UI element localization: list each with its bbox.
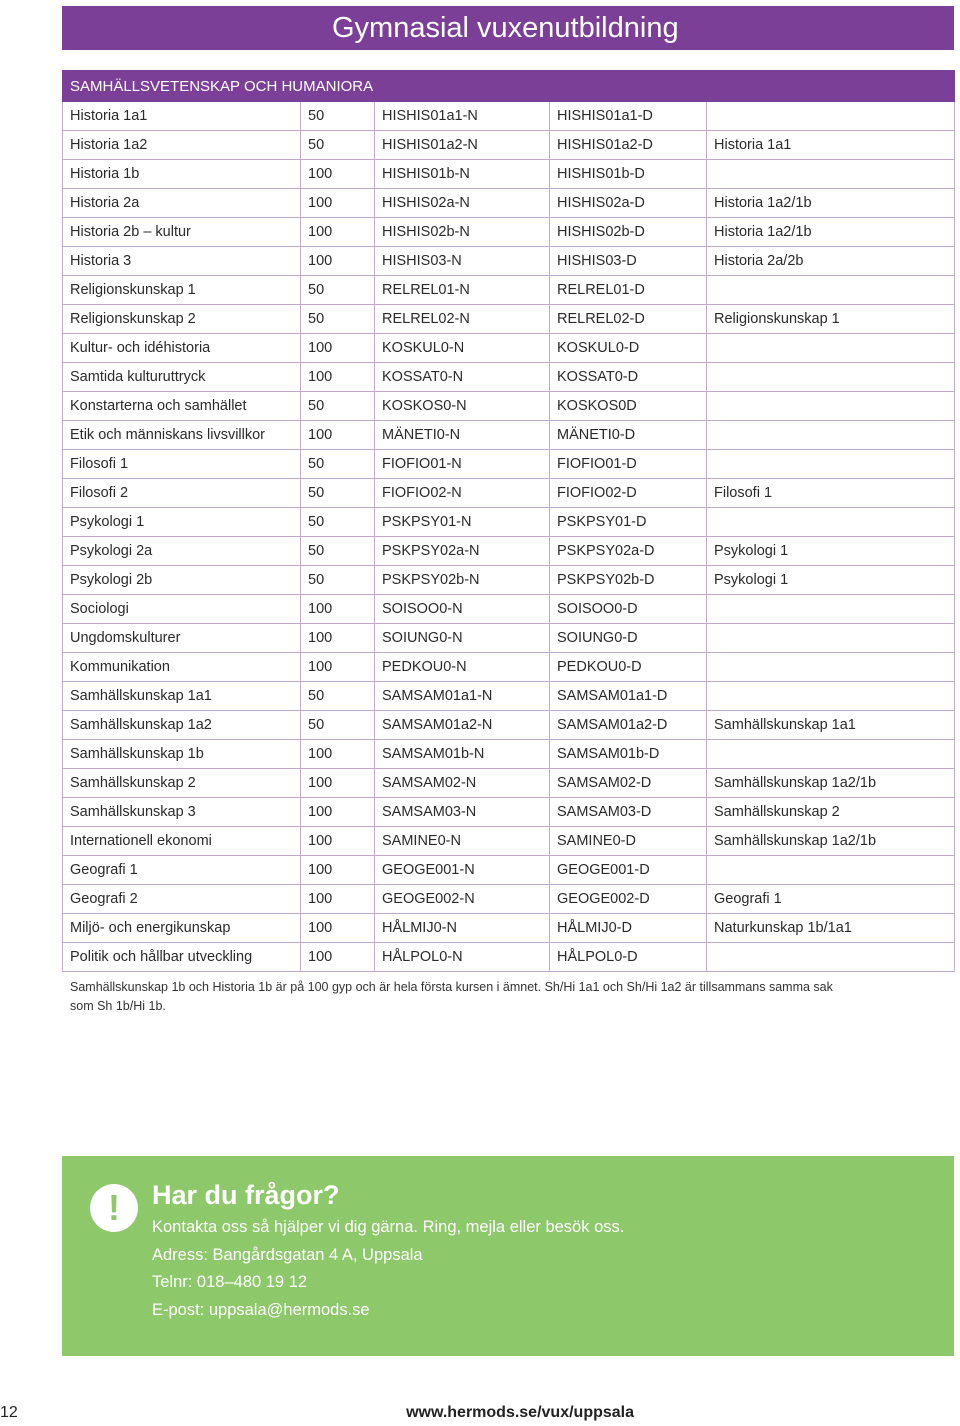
page-title: Gymnasial vuxenutbildning xyxy=(332,12,679,44)
course-code-d: SAMSAM01b-D xyxy=(550,740,707,769)
course-code-n: KOSKUL0-N xyxy=(375,334,550,363)
course-points: 50 xyxy=(301,682,375,711)
course-points: 100 xyxy=(301,827,375,856)
course-name: Kultur- och idéhistoria xyxy=(63,334,301,363)
course-points: 100 xyxy=(301,247,375,276)
course-code-n: HÅLMIJ0-N xyxy=(375,914,550,943)
course-points: 100 xyxy=(301,943,375,972)
course-code-n: HISHIS01a2-N xyxy=(375,131,550,160)
course-points: 50 xyxy=(301,450,375,479)
table-row xyxy=(63,160,955,189)
course-prerequisite: Historia 1a1 xyxy=(707,131,955,160)
course-code-d: PSKPSY02a-D xyxy=(550,537,707,566)
course-points: 50 xyxy=(301,392,375,421)
table-row xyxy=(63,711,955,740)
course-name: Etik och människans livsvillkor xyxy=(63,421,301,450)
course-prerequisite xyxy=(707,160,955,189)
exclamation-icon: ! xyxy=(90,1184,138,1232)
course-points: 100 xyxy=(301,218,375,247)
course-code-n: SAMSAM01a2-N xyxy=(375,711,550,740)
course-code-n: SAMSAM03-N xyxy=(375,798,550,827)
course-code-d: MÄNETI0-D xyxy=(550,421,707,450)
course-points: 50 xyxy=(301,305,375,334)
course-code-n: RELREL02-N xyxy=(375,305,550,334)
course-code-d: PSKPSY02b-D xyxy=(550,566,707,595)
contact-text: Kontakta oss så hjälper vi dig gärna. Ring, mejla eller besök oss. xyxy=(152,1218,625,1236)
course-code-d: HISHIS01b-D xyxy=(550,160,707,189)
course-name: Ungdomskulturer xyxy=(63,624,301,653)
course-name: Konstarterna och samhället xyxy=(63,392,301,421)
table-row xyxy=(63,914,955,943)
course-prerequisite: Historia 1a2/1b xyxy=(707,189,955,218)
course-prerequisite xyxy=(707,856,955,885)
table-row xyxy=(63,827,955,856)
course-table-body xyxy=(63,102,955,972)
course-points: 100 xyxy=(301,595,375,624)
course-prerequisite xyxy=(707,392,955,421)
table-row xyxy=(63,740,955,769)
footnote: Samhällskunskap 1b och Historia 1b är på 100 gyp och är hela första kursen i ämnet. Sh/Hi 1a1 och Sh/Hi 1a2 är tillsammans samma sak som Sh 1b/Hi 1b. xyxy=(70,980,833,1013)
course-code-n: KOSSAT0-N xyxy=(375,363,550,392)
course-points: 50 xyxy=(301,537,375,566)
course-points: 100 xyxy=(301,334,375,363)
course-name: Psykologi 2a xyxy=(63,537,301,566)
course-name: Geografi 1 xyxy=(63,856,301,885)
course-points: 100 xyxy=(301,769,375,798)
course-points: 50 xyxy=(301,711,375,740)
course-prerequisite xyxy=(707,943,955,972)
course-code-n: PEDKOU0-N xyxy=(375,653,550,682)
course-name: Samtida kulturuttryck xyxy=(63,363,301,392)
table-row xyxy=(63,537,955,566)
course-name: Psykologi 2b xyxy=(63,566,301,595)
course-prerequisite: Samhällskunskap 1a2/1b xyxy=(707,827,955,856)
course-name: Samhällskunskap 2 xyxy=(63,769,301,798)
course-code-n: SOISOO0-N xyxy=(375,595,550,624)
table-row xyxy=(63,508,955,537)
course-prerequisite: Psykologi 1 xyxy=(707,566,955,595)
course-name: Samhällskunskap 1b xyxy=(63,740,301,769)
course-code-n: HÅLPOL0-N xyxy=(375,943,550,972)
course-name: Geografi 2 xyxy=(63,885,301,914)
course-code-d: HISHIS01a2-D xyxy=(550,131,707,160)
course-prerequisite: Samhällskunskap 1a2/1b xyxy=(707,769,955,798)
course-points: 50 xyxy=(301,276,375,305)
course-points: 100 xyxy=(301,653,375,682)
course-name: Samhällskunskap 1a1 xyxy=(63,682,301,711)
course-points: 100 xyxy=(301,885,375,914)
course-code-d: KOSKOS0D xyxy=(550,392,707,421)
course-code-n: HISHIS03-N xyxy=(375,247,550,276)
course-name: Historia 2a xyxy=(63,189,301,218)
course-code-d: RELREL01-D xyxy=(550,276,707,305)
course-prerequisite xyxy=(707,653,955,682)
course-code-n: HISHIS02b-N xyxy=(375,218,550,247)
table-row xyxy=(63,682,955,711)
course-prerequisite xyxy=(707,421,955,450)
table-row xyxy=(63,798,955,827)
course-code-d: HISHIS03-D xyxy=(550,247,707,276)
course-name: Religionskunskap 1 xyxy=(63,276,301,305)
course-name: Psykologi 1 xyxy=(63,508,301,537)
course-code-n: SAMSAM01b-N xyxy=(375,740,550,769)
course-code-n: PSKPSY02b-N xyxy=(375,566,550,595)
course-code-d: HISHIS02a-D xyxy=(550,189,707,218)
course-name: Historia 1b xyxy=(63,160,301,189)
course-code-n: SAMSAM01a1-N xyxy=(375,682,550,711)
course-table xyxy=(62,70,955,972)
course-points: 100 xyxy=(301,624,375,653)
course-code-d: GEOGE001-D xyxy=(550,856,707,885)
table-row xyxy=(63,421,955,450)
course-name: Historia 1a2 xyxy=(63,131,301,160)
course-prerequisite xyxy=(707,334,955,363)
course-prerequisite xyxy=(707,624,955,653)
course-points: 100 xyxy=(301,421,375,450)
course-code-n: PSKPSY02a-N xyxy=(375,537,550,566)
course-prerequisite: Psykologi 1 xyxy=(707,537,955,566)
course-code-d: SAMSAM01a2-D xyxy=(550,711,707,740)
course-prerequisite xyxy=(707,740,955,769)
course-name: Historia 3 xyxy=(63,247,301,276)
contact-box xyxy=(62,1156,954,1356)
table-row xyxy=(63,566,955,595)
course-code-d: HISHIS02b-D xyxy=(550,218,707,247)
course-code-d: SOISOO0-D xyxy=(550,595,707,624)
table-row xyxy=(63,943,955,972)
course-code-n: PSKPSY01-N xyxy=(375,508,550,537)
title-bar xyxy=(62,6,954,50)
course-prerequisite: Historia 1a2/1b xyxy=(707,218,955,247)
course-code-d: HÅLPOL0-D xyxy=(550,943,707,972)
course-points: 100 xyxy=(301,189,375,218)
course-prerequisite xyxy=(707,276,955,305)
course-prerequisite xyxy=(707,682,955,711)
course-points: 100 xyxy=(301,856,375,885)
course-prerequisite: Historia 2a/2b xyxy=(707,247,955,276)
course-prerequisite xyxy=(707,102,955,131)
course-code-d: HISHIS01a1-D xyxy=(550,102,707,131)
table-row xyxy=(63,479,955,508)
course-code-d: KOSSAT0-D xyxy=(550,363,707,392)
table-row xyxy=(63,769,955,798)
course-prerequisite: Filosofi 1 xyxy=(707,479,955,508)
course-code-d: SAMSAM01a1-D xyxy=(550,682,707,711)
course-code-d: FIOFIO02-D xyxy=(550,479,707,508)
course-prerequisite xyxy=(707,508,955,537)
course-code-d: SAMSAM02-D xyxy=(550,769,707,798)
table-row xyxy=(63,392,955,421)
course-code-n: FIOFIO02-N xyxy=(375,479,550,508)
section-heading: SAMHÄLLSVETENSKAP OCH HUMANIORA xyxy=(63,71,955,102)
course-prerequisite: Naturkunskap 1b/1a1 xyxy=(707,914,955,943)
course-prerequisite: Samhällskunskap 1a1 xyxy=(707,711,955,740)
course-code-n: KOSKOS0-N xyxy=(375,392,550,421)
course-name: Religionskunskap 2 xyxy=(63,305,301,334)
course-points: 100 xyxy=(301,363,375,392)
table-row xyxy=(63,218,955,247)
course-code-n: SAMINE0-N xyxy=(375,827,550,856)
table-row xyxy=(63,102,955,131)
contact-heading: Har du frågor? xyxy=(152,1180,340,1210)
course-points: 50 xyxy=(301,102,375,131)
website-link[interactable]: www.hermods.se/vux/uppsala xyxy=(406,1404,634,1421)
course-code-n: HISHIS01b-N xyxy=(375,160,550,189)
course-code-d: PSKPSY01-D xyxy=(550,508,707,537)
course-points: 100 xyxy=(301,798,375,827)
course-code-d: HÅLMIJ0-D xyxy=(550,914,707,943)
course-name: Filosofi 2 xyxy=(63,479,301,508)
course-code-d: SAMSAM03-D xyxy=(550,798,707,827)
table-row xyxy=(63,856,955,885)
course-points: 100 xyxy=(301,740,375,769)
course-code-d: KOSKUL0-D xyxy=(550,334,707,363)
section-header-row xyxy=(63,71,955,102)
course-points: 50 xyxy=(301,131,375,160)
course-name: Samhällskunskap 3 xyxy=(63,798,301,827)
course-code-n: HISHIS02a-N xyxy=(375,189,550,218)
course-name: Sociologi xyxy=(63,595,301,624)
table-row xyxy=(63,624,955,653)
course-name: Kommunikation xyxy=(63,653,301,682)
course-code-n: GEOGE002-N xyxy=(375,885,550,914)
contact-phone: Telnr: 018–480 19 12 xyxy=(152,1273,308,1291)
table-row xyxy=(63,334,955,363)
table-row xyxy=(63,653,955,682)
course-points: 50 xyxy=(301,566,375,595)
table-row xyxy=(63,305,955,334)
table-row xyxy=(63,363,955,392)
course-code-d: GEOGE002-D xyxy=(550,885,707,914)
course-name: Miljö- och energikunskap xyxy=(63,914,301,943)
course-code-n: FIOFIO01-N xyxy=(375,450,550,479)
course-name: Internationell ekonomi xyxy=(63,827,301,856)
course-code-d: PEDKOU0-D xyxy=(550,653,707,682)
table-row xyxy=(63,595,955,624)
course-code-d: RELREL02-D xyxy=(550,305,707,334)
course-name: Samhällskunskap 1a2 xyxy=(63,711,301,740)
course-points: 50 xyxy=(301,508,375,537)
course-name: Historia 2b – kultur xyxy=(63,218,301,247)
course-code-d: FIOFIO01-D xyxy=(550,450,707,479)
course-prerequisite xyxy=(707,595,955,624)
course-name: Historia 1a1 xyxy=(63,102,301,131)
course-points: 100 xyxy=(301,160,375,189)
contact-email[interactable]: E-post: uppsala@hermods.se xyxy=(152,1301,370,1319)
course-name: Filosofi 1 xyxy=(63,450,301,479)
course-code-n: HISHIS01a1-N xyxy=(375,102,550,131)
course-points: 50 xyxy=(301,479,375,508)
course-name: Politik och hållbar utveckling xyxy=(63,943,301,972)
table-row xyxy=(63,276,955,305)
table-row xyxy=(63,450,955,479)
course-code-n: SAMSAM02-N xyxy=(375,769,550,798)
table-row xyxy=(63,189,955,218)
course-prerequisite: Religionskunskap 1 xyxy=(707,305,955,334)
course-prerequisite xyxy=(707,450,955,479)
course-prerequisite xyxy=(707,363,955,392)
course-code-n: GEOGE001-N xyxy=(375,856,550,885)
course-prerequisite: Geografi 1 xyxy=(707,885,955,914)
page-number: 12 xyxy=(0,1404,18,1421)
contact-address: Adress: Bangårdsgatan 4 A, Uppsala xyxy=(152,1246,423,1264)
course-code-n: RELREL01-N xyxy=(375,276,550,305)
table-row xyxy=(63,247,955,276)
course-code-n: SOIUNG0-N xyxy=(375,624,550,653)
table-row xyxy=(63,885,955,914)
course-code-n: MÄNETI0-N xyxy=(375,421,550,450)
course-code-d: SAMINE0-D xyxy=(550,827,707,856)
course-prerequisite: Samhällskunskap 2 xyxy=(707,798,955,827)
table-row xyxy=(63,131,955,160)
course-points: 100 xyxy=(301,914,375,943)
course-code-d: SOIUNG0-D xyxy=(550,624,707,653)
